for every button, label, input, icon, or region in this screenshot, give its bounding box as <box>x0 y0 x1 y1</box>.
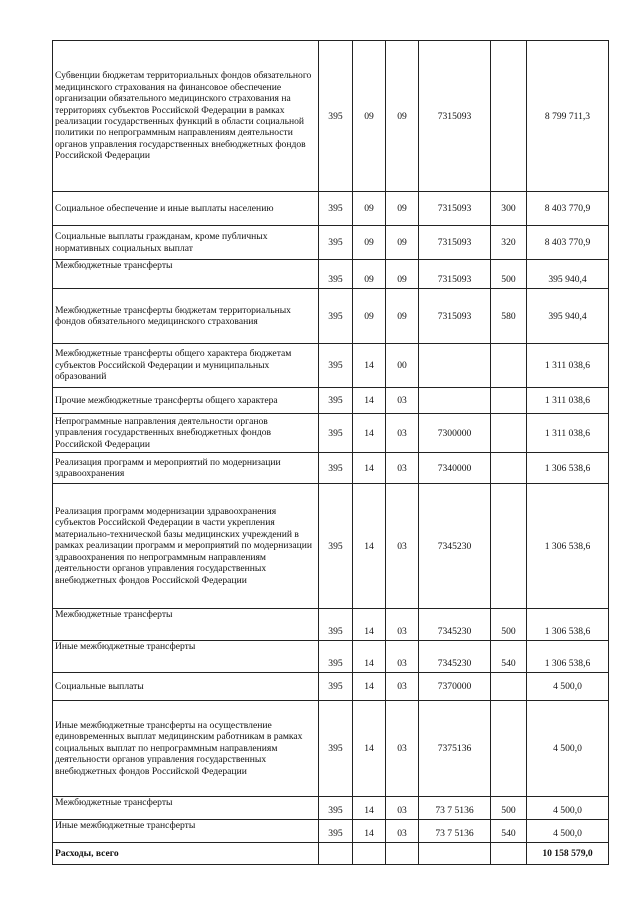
cell-section: 14 <box>353 484 386 609</box>
cell-expense-type <box>491 484 527 609</box>
cell-target-article: 73 7 5136 <box>419 820 491 843</box>
table-row <box>53 797 609 820</box>
cell-section: 14 <box>353 609 386 641</box>
cell-grbs: 395 <box>319 701 353 797</box>
cell-expense-type <box>491 673 527 701</box>
cell-grbs: 395 <box>319 388 353 414</box>
cell-amount: 1 311 038,6 <box>527 344 609 388</box>
cell-expense-type <box>491 344 527 388</box>
cell-target-article: 7315093 <box>419 289 491 344</box>
cell-name: Социальные выплаты гражданам, кроме публичных нормативных социальных выплат <box>53 226 319 260</box>
cell-grbs: 395 <box>319 673 353 701</box>
cell-subsection: 03 <box>386 797 419 820</box>
cell-section: 14 <box>353 414 386 453</box>
cell-subsection: 09 <box>386 226 419 260</box>
cell-section: 09 <box>353 41 386 192</box>
cell-section: 14 <box>353 820 386 843</box>
cell-target-article: 7345230 <box>419 609 491 641</box>
cell-name: Иные межбюджетные трансферты <box>53 641 319 673</box>
cell-name: Реализация программ модернизации здравоохранения субъектов Российской Федерации в части укрепления материально-технической базы медицинских учреждений в рамках реализации программ и мероприятий по модернизации здравоохранения по непрограммным направлениям деятельности органов управления государственных внебюджетных фондов Российской Федерации <box>53 484 319 609</box>
total-label: Расходы, всего <box>53 843 319 865</box>
cell-subsection: 03 <box>386 641 419 673</box>
cell-amount: 8 799 711,3 <box>527 41 609 192</box>
cell-name: Реализация программ и мероприятий по модернизации здравоохранения <box>53 453 319 484</box>
cell-amount: 395 940,4 <box>527 260 609 289</box>
cell-grbs: 395 <box>319 289 353 344</box>
cell-name: Социальные выплаты <box>53 673 319 701</box>
cell-expense-type <box>491 388 527 414</box>
cell-subsection: 00 <box>386 344 419 388</box>
cell-amount: 1 311 038,6 <box>527 388 609 414</box>
cell-name: Социальное обеспечение и иные выплаты населению <box>53 192 319 226</box>
cell-grbs: 395 <box>319 192 353 226</box>
cell-target-article: 7375136 <box>419 701 491 797</box>
cell-section: 14 <box>353 673 386 701</box>
cell-subsection: 03 <box>386 820 419 843</box>
cell-subsection: 09 <box>386 260 419 289</box>
cell-expense-type: 580 <box>491 289 527 344</box>
cell-name: Субвенции бюджетам территориальных фондов обязательного медицинского страхования на финансовое обеспечение организации обязательного медицинского страхования на территориях субъектов Российской Федерации в рамках реализации государственных функций в области социальной политики по непрограммным направлениям деятельности органов управления государственных внебюджетных фондов Российской Федерации <box>53 41 319 192</box>
cell-expense-type <box>491 453 527 484</box>
cell-grbs: 395 <box>319 344 353 388</box>
cell-name: Прочие межбюджетные трансферты общего характера <box>53 388 319 414</box>
cell-grbs: 395 <box>319 41 353 192</box>
table-body <box>53 41 609 865</box>
cell-target-article: 7300000 <box>419 414 491 453</box>
cell-amount: 1 306 538,6 <box>527 453 609 484</box>
table-row <box>53 41 609 192</box>
cell-subsection: 03 <box>386 388 419 414</box>
cell-amount: 4 500,0 <box>527 820 609 843</box>
cell-name: Иные межбюджетные трансферты <box>53 820 319 843</box>
cell-amount: 8 403 770,9 <box>527 226 609 260</box>
cell-grbs: 395 <box>319 414 353 453</box>
cell-name: Непрограммные направления деятельности органов управления государственных внебюджетных фондов Российской Федерации <box>53 414 319 453</box>
cell-grbs: 395 <box>319 484 353 609</box>
empty-cell <box>419 843 491 865</box>
table-row <box>53 192 609 226</box>
cell-grbs: 395 <box>319 641 353 673</box>
cell-grbs: 395 <box>319 226 353 260</box>
cell-grbs: 395 <box>319 797 353 820</box>
cell-name: Межбюджетные трансферты <box>53 260 319 289</box>
cell-expense-type: 540 <box>491 641 527 673</box>
total-amount: 10 158 579,0 <box>527 843 609 865</box>
table-row <box>53 701 609 797</box>
cell-amount: 395 940,4 <box>527 289 609 344</box>
cell-subsection: 09 <box>386 41 419 192</box>
cell-expense-type: 500 <box>491 797 527 820</box>
cell-target-article: 7345230 <box>419 484 491 609</box>
cell-subsection: 03 <box>386 609 419 641</box>
table-row <box>53 673 609 701</box>
cell-section: 09 <box>353 226 386 260</box>
cell-section: 09 <box>353 192 386 226</box>
empty-cell <box>353 843 386 865</box>
cell-expense-type: 500 <box>491 260 527 289</box>
budget-table <box>52 40 609 865</box>
cell-amount: 8 403 770,9 <box>527 192 609 226</box>
cell-section: 14 <box>353 701 386 797</box>
cell-section: 14 <box>353 388 386 414</box>
cell-amount: 1 311 038,6 <box>527 414 609 453</box>
cell-target-article: 7315093 <box>419 41 491 192</box>
cell-subsection: 03 <box>386 414 419 453</box>
cell-grbs: 395 <box>319 820 353 843</box>
cell-section: 09 <box>353 260 386 289</box>
cell-subsection: 03 <box>386 701 419 797</box>
cell-amount: 4 500,0 <box>527 673 609 701</box>
cell-grbs: 395 <box>319 260 353 289</box>
total-row <box>53 843 609 865</box>
cell-target-article: 7315093 <box>419 260 491 289</box>
cell-expense-type <box>491 414 527 453</box>
cell-expense-type: 540 <box>491 820 527 843</box>
cell-expense-type <box>491 41 527 192</box>
empty-cell <box>319 843 353 865</box>
cell-target-article <box>419 388 491 414</box>
cell-target-article: 7340000 <box>419 453 491 484</box>
cell-amount: 4 500,0 <box>527 797 609 820</box>
cell-amount: 1 306 538,6 <box>527 609 609 641</box>
cell-target-article: 7315093 <box>419 192 491 226</box>
cell-grbs: 395 <box>319 453 353 484</box>
cell-expense-type: 320 <box>491 226 527 260</box>
cell-target-article: 7345230 <box>419 641 491 673</box>
cell-subsection: 09 <box>386 289 419 344</box>
cell-name: Межбюджетные трансферты бюджетам территориальных фондов обязательного медицинского страхования <box>53 289 319 344</box>
cell-section: 14 <box>353 641 386 673</box>
cell-subsection: 03 <box>386 484 419 609</box>
cell-grbs: 395 <box>319 609 353 641</box>
cell-expense-type: 500 <box>491 609 527 641</box>
cell-subsection: 03 <box>386 453 419 484</box>
empty-cell <box>386 843 419 865</box>
cell-section: 14 <box>353 797 386 820</box>
table-row <box>53 609 609 641</box>
cell-section: 14 <box>353 344 386 388</box>
cell-subsection: 09 <box>386 192 419 226</box>
table-row <box>53 453 609 484</box>
cell-target-article: 73 7 5136 <box>419 797 491 820</box>
empty-cell <box>491 843 527 865</box>
table-row <box>53 289 609 344</box>
cell-section: 09 <box>353 289 386 344</box>
cell-amount: 1 306 538,6 <box>527 484 609 609</box>
table-row <box>53 414 609 453</box>
cell-name: Межбюджетные трансферты общего характера бюджетам субъектов Российской Федерации и муниципальных образований <box>53 344 319 388</box>
table-row <box>53 226 609 260</box>
cell-amount: 1 306 538,6 <box>527 641 609 673</box>
cell-subsection: 03 <box>386 673 419 701</box>
cell-name: Межбюджетные трансферты <box>53 797 319 820</box>
cell-expense-type <box>491 701 527 797</box>
table-row <box>53 484 609 609</box>
cell-target-article: 7370000 <box>419 673 491 701</box>
cell-target-article: 7315093 <box>419 226 491 260</box>
table-row <box>53 641 609 673</box>
table-row <box>53 820 609 843</box>
cell-target-article <box>419 344 491 388</box>
cell-name: Межбюджетные трансферты <box>53 609 319 641</box>
cell-amount: 4 500,0 <box>527 701 609 797</box>
cell-expense-type: 300 <box>491 192 527 226</box>
cell-name: Иные межбюджетные трансферты на осуществление единовременных выплат медицинским работникам в рамках социальных выплат по непрограммным направлениям деятельности органов управления государственных внебюджетных фондов Российской Федерации <box>53 701 319 797</box>
cell-section: 14 <box>353 453 386 484</box>
table-row <box>53 388 609 414</box>
table-row <box>53 344 609 388</box>
table-row <box>53 260 609 289</box>
